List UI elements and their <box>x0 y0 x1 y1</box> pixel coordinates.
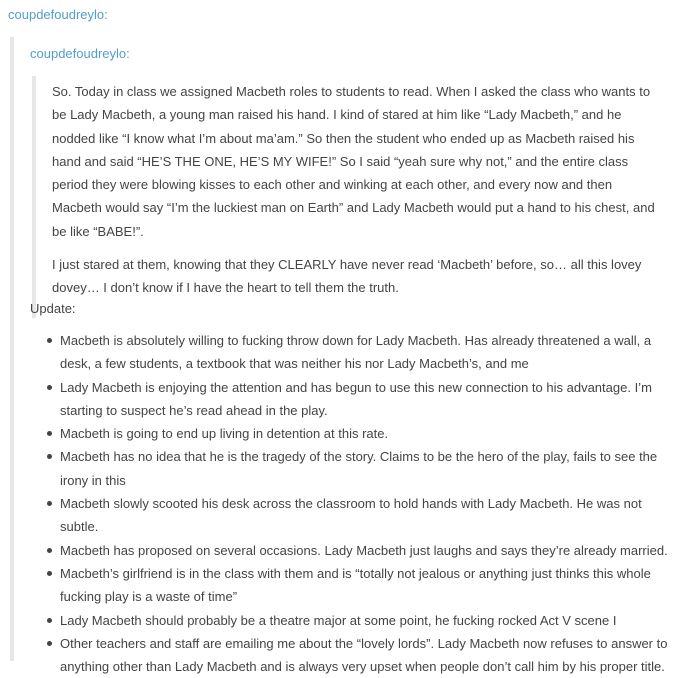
update-list-item: Macbeth slowly scooted his desk across the classroom to hold hands with Lady Macbeth. He was not subtle. <box>30 492 670 539</box>
update-list-item: Macbeth’s girlfriend is in the class with them and is “totally not jealous or anything just thinks this whole fucking play is a waste of time” <box>30 562 670 609</box>
update-list <box>30 329 670 678</box>
update-label: Update: <box>30 301 76 316</box>
outer-username-link[interactable]: coupdefoudreylo: <box>8 7 108 22</box>
update-list-item: Lady Macbeth should probably be a theatre major at some point, he fucking rocked Act V scene I <box>30 609 670 632</box>
update-list-item: Macbeth is absolutely willing to fucking throw down for Lady Macbeth. Has already threatened a wall, a desk, a few students, a textbook that was neither his nor Lady Macbeth’s, and me <box>30 329 670 376</box>
original-paragraph-1: So. Today in class we assigned Macbeth roles to students to read. When I asked the class who wants to be Lady Macbeth, a young man raised his hand. I kind of stared at him like “Lady Macbeth,” and he nodded like “I know what I’m about ma’am.” So then the student who ended up as Macbeth raised his hand and said “HE’S THE ONE, HE’S MY WIFE!” So I said “yeah sure why not,” and the entire class period they were blowing kisses to each other and winking at each other, and every now and then Macbeth would say “I’m the luckiest man on Earth” and Lady Macbeth would put a hand to his chest, and be like “BABE!”. <box>52 84 655 239</box>
inner-reblog-quote <box>32 76 680 318</box>
update-section <box>30 299 670 675</box>
update-list-item: Macbeth has no idea that he is the tragedy of the story. Claims to be the hero of the play, fails to see the irony in this <box>30 445 670 492</box>
outer-reblog-quote <box>10 37 676 675</box>
update-list-item: Lady Macbeth is enjoying the attention and has begun to use this new connection to his advantage. I’m starting to suspect he’s read ahead in the play. <box>30 376 670 423</box>
update-list-item: Other teachers and staff are emailing me about the “lovely lords”. Lady Macbeth now refuses to answer to anything other than Lady Macbeth and is always very upset when people don’t call him by his proper title. <box>30 632 670 678</box>
update-list-item: Macbeth is going to end up living in detention at this rate. <box>30 422 670 445</box>
update-list-item: Macbeth has proposed on several occasions. Lady Macbeth just laughs and says they’re already married. <box>30 539 670 562</box>
original-paragraph-2: I just stared at them, knowing that they CLEARLY have never read ‘Macbeth’ before, so… all this lovey dovey… I don’t know if I have the heart to tell them the truth. <box>52 257 642 296</box>
inner-username-link[interactable]: coupdefoudreylo: <box>30 46 130 61</box>
original-post-body <box>52 80 657 310</box>
